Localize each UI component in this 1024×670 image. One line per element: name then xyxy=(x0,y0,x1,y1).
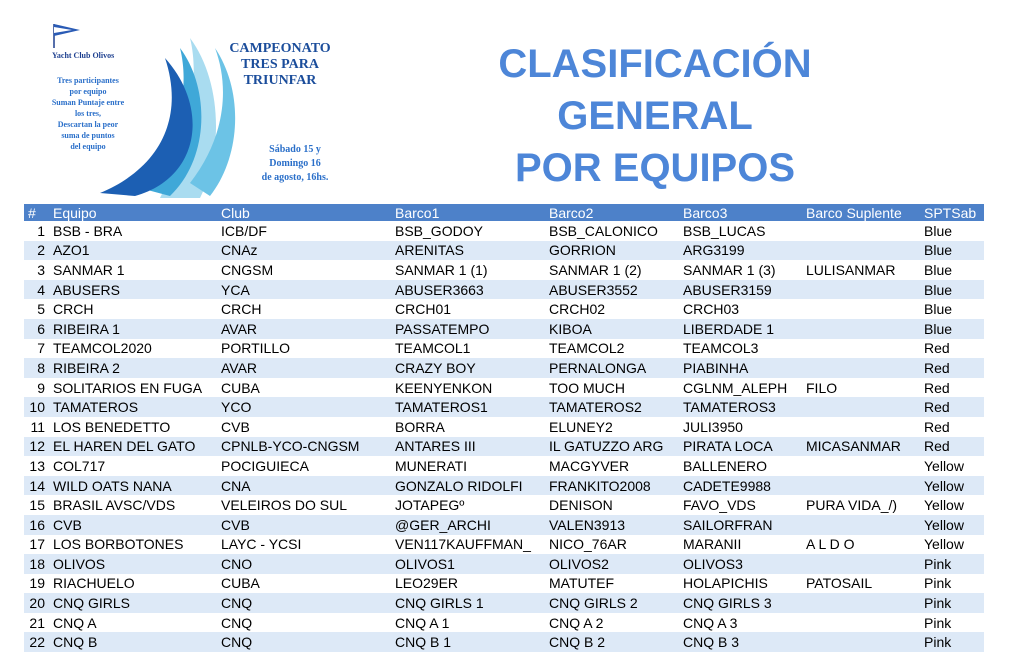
cell-substitute-boat xyxy=(802,339,920,359)
cell-rank: 14 xyxy=(24,476,49,496)
cell-substitute-boat xyxy=(802,299,920,319)
cell-team: RIBEIRA 1 xyxy=(49,319,217,339)
cell-substitute-boat xyxy=(802,632,920,652)
cell-boat3: BALLENERO xyxy=(683,457,768,474)
cell-sptsab: Blue xyxy=(924,261,953,278)
cell-rank: 18 xyxy=(24,554,49,574)
cell-boat2: CRCH02 xyxy=(549,301,606,318)
cell-boat3: CGLNM_ALEPH xyxy=(683,379,788,396)
cell-team: AZO1 xyxy=(49,241,217,261)
cell-boat2: BSB_CALONICO xyxy=(549,222,658,239)
cell-boat2: TAMATEROS2 xyxy=(545,397,679,417)
cell-substitute-boat: PATOSAIL xyxy=(806,575,873,592)
table-row xyxy=(24,495,984,515)
table-row xyxy=(24,241,984,261)
table-row xyxy=(24,554,984,574)
cell-boat2: CNQ A 2 xyxy=(549,614,604,631)
cell-club: CNQ xyxy=(217,593,391,613)
cell-club: CRCH xyxy=(221,301,262,318)
cell-substitute-boat xyxy=(802,221,920,241)
cell-boat3: ARG3199 xyxy=(679,241,802,261)
table-row xyxy=(24,417,984,437)
cell-team: CNQ A xyxy=(53,614,97,631)
cell-substitute-boat xyxy=(802,319,920,339)
table-row xyxy=(24,378,984,398)
table-row xyxy=(24,339,984,359)
cell-boat1: TEAMCOL1 xyxy=(395,340,471,357)
rules-line-4: los tres, xyxy=(74,109,102,118)
cell-sptsab: Yellow xyxy=(924,536,964,553)
cell-boat1: MUNERATI xyxy=(395,457,468,474)
cell-boat3: TEAMCOL3 xyxy=(683,340,759,357)
cell-club: YCO xyxy=(217,397,391,417)
cell-substitute-boat: MICASANMAR xyxy=(802,437,920,457)
cell-boat3: FAVO_VDS xyxy=(683,497,756,514)
cell-sptsab: Blue xyxy=(924,222,953,239)
cell-team: SANMAR 1 xyxy=(53,261,125,278)
cell-boat2: TEAMCOL2 xyxy=(549,340,625,357)
cell-substitute-boat: LULISANMAR xyxy=(806,261,896,278)
cell-rank: 11 xyxy=(30,418,45,435)
cell-rank: 1 xyxy=(37,222,45,239)
cell-rank: 16 xyxy=(24,515,49,535)
cell-boat2: MACGYVER xyxy=(549,457,630,474)
cell-boat2: SANMAR 1 (2) xyxy=(549,261,642,278)
cell-club: AVAR xyxy=(217,319,391,339)
cell-rank: 3 xyxy=(37,261,45,278)
cell-team: SOLITARIOS EN FUGA xyxy=(53,379,203,396)
cell-boat1: VEN117KAUFFMAN_ xyxy=(395,536,531,553)
cell-team: CRCH xyxy=(53,301,94,318)
cell-substitute-boat: A L D O xyxy=(806,536,855,553)
cell-sptsab: Pink xyxy=(924,614,952,631)
cell-team: CNQ B xyxy=(49,632,217,652)
cell-club: PORTILLO xyxy=(221,340,290,357)
cell-boat2: CNQ B 2 xyxy=(545,632,679,652)
page-title-line-1: CLASIFICACIÓN xyxy=(498,42,812,86)
table-row xyxy=(24,299,984,319)
cell-sptsab: Pink xyxy=(920,593,984,613)
cell-boat3: BSB_LUCAS xyxy=(683,222,766,239)
cell-sptsab: Red xyxy=(924,340,950,357)
cell-rank: 10 xyxy=(24,397,49,417)
column-header-sptsab: SPTSab xyxy=(920,204,984,221)
cell-sptsab: Red xyxy=(920,397,984,417)
cell-team: COL717 xyxy=(53,457,106,474)
column-header-rank: # xyxy=(24,204,49,221)
column-header-substitute-boat: Barco Suplente xyxy=(802,204,920,221)
standings-table xyxy=(24,204,984,652)
cell-substitute-boat xyxy=(802,358,920,378)
cell-boat3: LIBERDADE 1 xyxy=(679,319,802,339)
cell-boat3: ABUSER3159 xyxy=(679,280,802,300)
cell-club: ICB/DF xyxy=(221,222,267,239)
table-row xyxy=(24,574,984,594)
cell-team: EL HAREN DEL GATO xyxy=(49,437,217,457)
cell-boat1: OLIVOS1 xyxy=(391,554,545,574)
cell-substitute-boat xyxy=(802,280,920,300)
column-header-boat3: Barco3 xyxy=(679,204,802,221)
cell-rank: 9 xyxy=(37,379,45,396)
cell-boat3: MARANII xyxy=(683,536,742,553)
rules-line-5: Descartan la peor xyxy=(57,120,119,129)
cell-club: CUBA xyxy=(221,379,260,396)
cell-team: LOS BENEDETTO xyxy=(53,418,171,435)
cell-team: CVB xyxy=(49,515,217,535)
page-title xyxy=(470,38,840,194)
cell-boat2: GORRION xyxy=(545,241,679,261)
cell-boat1: KEENYENKON xyxy=(395,379,493,396)
cell-boat3: PIABINHA xyxy=(679,358,802,378)
cell-substitute-boat xyxy=(802,417,920,437)
table-row xyxy=(24,358,984,378)
rules-line-3: Suman Puntaje entre xyxy=(51,98,125,107)
cell-boat2: KIBOA xyxy=(545,319,679,339)
rules-line-2: por equipo xyxy=(69,87,107,96)
standings-table-body xyxy=(24,221,984,652)
event-title-line-3: TRIUNFAR xyxy=(243,73,317,88)
cell-boat1: BSB_GODOY xyxy=(395,222,483,239)
rules-line-6: suma de puntos xyxy=(61,131,115,140)
cell-substitute-boat xyxy=(802,397,920,417)
cell-boat3: PIRATA LOCA xyxy=(679,437,802,457)
sail-logo-graphic xyxy=(40,18,360,198)
cell-team: ABUSERS xyxy=(49,280,217,300)
cell-club: AVAR xyxy=(217,358,391,378)
cell-sptsab: Red xyxy=(920,358,984,378)
cell-boat1: ARENITAS xyxy=(391,241,545,261)
cell-rank: 19 xyxy=(29,575,45,592)
cell-club: POCIGUIECA xyxy=(221,457,309,474)
cell-club: CNA xyxy=(217,476,391,496)
cell-boat1: SANMAR 1 (1) xyxy=(395,261,488,278)
column-header-club: Club xyxy=(217,204,391,221)
cell-substitute-boat xyxy=(802,613,920,633)
cell-boat2: ABUSER3552 xyxy=(545,280,679,300)
cell-boat3: CNQ B 3 xyxy=(679,632,802,652)
cell-boat1: JOTAPEGº xyxy=(395,497,465,514)
cell-club: VELEIROS DO SUL xyxy=(221,497,348,514)
cell-substitute-boat xyxy=(802,554,920,574)
cell-boat1: CNQ B 1 xyxy=(391,632,545,652)
cell-rank: 2 xyxy=(24,241,49,261)
club-name: Yacht Club Olivos xyxy=(52,51,115,60)
cell-substitute-boat xyxy=(802,476,920,496)
cell-club: CPNLB-YCO-CNGSM xyxy=(217,437,391,457)
cell-sptsab: Blue xyxy=(920,241,984,261)
cell-club: CNGSM xyxy=(221,261,274,278)
table-row xyxy=(24,280,984,300)
cell-boat3: CNQ A 3 xyxy=(683,614,738,631)
cell-substitute-boat xyxy=(802,515,920,535)
cell-boat1: GONZALO RIDOLFI xyxy=(391,476,545,496)
cell-team: BRASIL AVSC/VDS xyxy=(53,497,176,514)
table-row xyxy=(24,221,984,241)
cell-substitute-boat xyxy=(802,593,920,613)
event-logo xyxy=(40,18,360,198)
cell-boat1: ABUSER3663 xyxy=(391,280,545,300)
date-line-1: Sábado 15 y xyxy=(269,144,321,155)
cell-boat2: FRANKITO2008 xyxy=(545,476,679,496)
cell-boat3: JULI3950 xyxy=(683,418,743,435)
table-row xyxy=(24,260,984,280)
column-header-boat2: Barco2 xyxy=(545,204,679,221)
cell-club: CVB xyxy=(217,515,391,535)
cell-boat2: MATUTEF xyxy=(549,575,615,592)
cell-sptsab: Yellow xyxy=(920,515,984,535)
cell-sptsab: Blue xyxy=(920,280,984,300)
cell-boat2: ELUNEY2 xyxy=(549,418,613,435)
cell-sptsab: Yellow xyxy=(924,457,964,474)
cell-boat2: VALEN3913 xyxy=(545,515,679,535)
cell-substitute-boat xyxy=(802,241,920,261)
table-row xyxy=(24,476,984,496)
cell-team: CNQ GIRLS xyxy=(49,593,217,613)
cell-boat3: HOLAPICHIS xyxy=(683,575,768,592)
cell-team: TAMATEROS xyxy=(49,397,217,417)
column-header-team: Equipo xyxy=(49,204,217,221)
event-title-line-2: TRES PARA xyxy=(241,57,319,72)
cell-rank: 5 xyxy=(37,301,45,318)
cell-boat1: BORRA xyxy=(395,418,445,435)
cell-sptsab: Pink xyxy=(920,632,984,652)
table-row xyxy=(24,319,984,339)
cell-club: CNQ xyxy=(217,632,391,652)
table-row xyxy=(24,437,984,457)
cell-sptsab: Red xyxy=(920,437,984,457)
cell-team: RIACHUELO xyxy=(53,575,135,592)
cell-rank: 15 xyxy=(29,497,45,514)
event-title-line-1: CAMPEONATO xyxy=(229,41,331,56)
cell-club: CNQ xyxy=(221,614,253,631)
cell-boat2: OLIVOS2 xyxy=(545,554,679,574)
table-row xyxy=(24,593,984,613)
table-row xyxy=(24,515,984,535)
cell-boat2: NICO_76AR xyxy=(549,536,627,553)
page-title-line-3: POR EQUIPOS xyxy=(514,146,796,190)
cell-boat1: CNQ A 1 xyxy=(395,614,450,631)
cell-boat1: LEO29ER xyxy=(395,575,459,592)
cell-rank: 20 xyxy=(24,593,49,613)
cell-boat3: OLIVOS3 xyxy=(679,554,802,574)
cell-boat3: TAMATEROS3 xyxy=(679,397,802,417)
table-header-row xyxy=(24,204,984,221)
cell-substitute-boat: PURA VIDA_/) xyxy=(806,497,898,514)
cell-rank: 21 xyxy=(29,614,45,631)
cell-boat2: TOO MUCH xyxy=(549,379,625,396)
cell-boat3: CNQ GIRLS 3 xyxy=(679,593,802,613)
table-row xyxy=(24,613,984,633)
cell-sptsab: Yellow xyxy=(924,497,964,514)
cell-team: TEAMCOL2020 xyxy=(53,340,152,357)
rules-line-7: del equipo xyxy=(70,142,106,151)
cell-boat2: CNQ GIRLS 2 xyxy=(545,593,679,613)
cell-club: LAYC - YCSI xyxy=(221,536,302,553)
cell-club: CNAz xyxy=(217,241,391,261)
cell-team: LOS BORBOTONES xyxy=(53,536,184,553)
cell-rank: 7 xyxy=(37,340,45,357)
cell-team: BSB - BRA xyxy=(53,222,123,239)
cell-rank: 17 xyxy=(29,536,45,553)
cell-sptsab: Blue xyxy=(920,319,984,339)
cell-team: OLIVOS xyxy=(49,554,217,574)
cell-club: CUBA xyxy=(221,575,260,592)
cell-substitute-boat: FILO xyxy=(806,379,838,396)
cell-sptsab: Yellow xyxy=(920,476,984,496)
cell-club: CNO xyxy=(217,554,391,574)
cell-boat3: CADETE9988 xyxy=(679,476,802,496)
cell-boat1: @GER_ARCHI xyxy=(391,515,545,535)
cell-boat3: CRCH03 xyxy=(683,301,740,318)
table-row xyxy=(24,456,984,476)
cell-sptsab: Pink xyxy=(924,575,952,592)
page-title-line-2: GENERAL xyxy=(557,94,753,138)
cell-substitute-boat xyxy=(802,456,920,476)
cell-boat1: PASSATEMPO xyxy=(391,319,545,339)
cell-rank: 8 xyxy=(24,358,49,378)
cell-club: CVB xyxy=(221,418,250,435)
cell-rank: 22 xyxy=(24,632,49,652)
date-line-2: Domingo 16 xyxy=(269,158,321,169)
cell-boat2: PERNALONGA xyxy=(545,358,679,378)
table-row xyxy=(24,632,984,652)
cell-boat1: ANTARES III xyxy=(391,437,545,457)
cell-boat1: TAMATEROS1 xyxy=(391,397,545,417)
table-row xyxy=(24,535,984,555)
cell-team: RIBEIRA 2 xyxy=(49,358,217,378)
cell-rank: 4 xyxy=(24,280,49,300)
cell-rank: 12 xyxy=(24,437,49,457)
cell-rank: 6 xyxy=(24,319,49,339)
cell-boat3: SANMAR 1 (3) xyxy=(683,261,776,278)
cell-rank: 13 xyxy=(29,457,45,474)
table-row xyxy=(24,397,984,417)
cell-sptsab: Blue xyxy=(924,301,953,318)
cell-sptsab: Red xyxy=(924,418,950,435)
cell-boat1: CRAZY BOY xyxy=(391,358,545,378)
cell-sptsab: Pink xyxy=(920,554,984,574)
date-line-3: de agosto, 16hs. xyxy=(261,172,329,183)
rules-line-1: Tres participantes xyxy=(57,76,119,85)
cell-boat1: CNQ GIRLS 1 xyxy=(391,593,545,613)
column-header-boat1: Barco1 xyxy=(391,204,545,221)
cell-team: WILD OATS NANA xyxy=(49,476,217,496)
cell-boat2: IL GATUZZO ARG xyxy=(545,437,679,457)
cell-boat1: CRCH01 xyxy=(395,301,452,318)
cell-boat3: SAILORFRAN xyxy=(679,515,802,535)
cell-boat2: DENISON xyxy=(549,497,613,514)
cell-club: YCA xyxy=(217,280,391,300)
cell-sptsab: Red xyxy=(924,379,950,396)
